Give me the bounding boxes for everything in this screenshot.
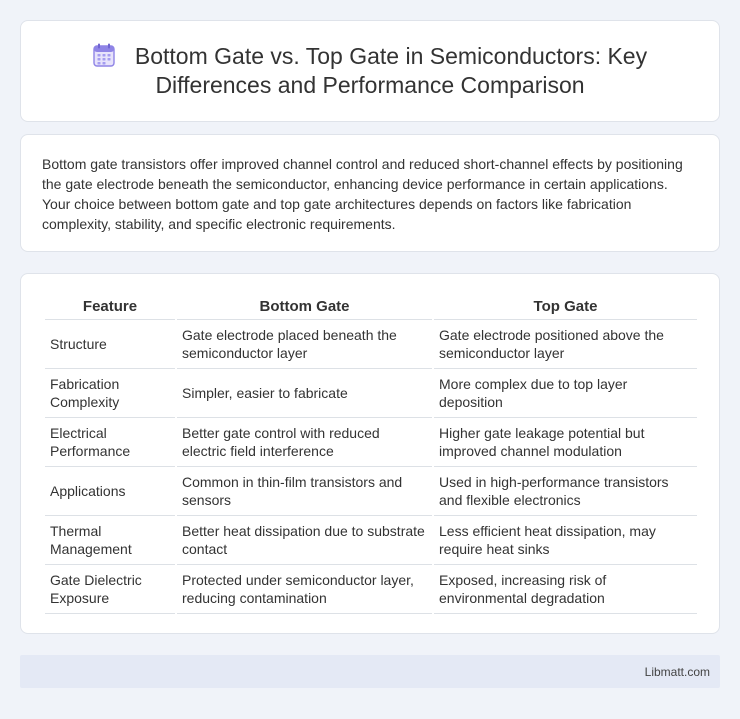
bottom-gate-cell: Common in thin-film transistors and sensors	[177, 467, 432, 516]
bottom-gate-cell: Simpler, easier to fabricate	[177, 369, 432, 418]
bottom-gate-cell: Better gate control with reduced electric field interference	[177, 418, 432, 467]
comparison-table	[43, 296, 699, 614]
footer-brand-link[interactable]: Libmatt.com	[644, 665, 710, 679]
feature-cell: Electrical Performance	[45, 418, 175, 467]
table-row	[45, 516, 697, 565]
title-card	[20, 20, 720, 122]
header-top-gate: Top Gate	[434, 296, 697, 320]
bottom-gate-cell: Better heat dissipation due to substrate contact	[177, 516, 432, 565]
calendar-grid-icon	[93, 43, 115, 67]
table-row	[45, 565, 697, 614]
top-gate-cell: More complex due to top layer deposition	[434, 369, 697, 418]
bottom-gate-cell: Protected under semiconductor layer, reducing contamination	[177, 565, 432, 614]
top-gate-cell: Exposed, increasing risk of environmental degradation	[434, 565, 697, 614]
table-row	[45, 369, 697, 418]
table-row	[45, 320, 697, 369]
header-bottom-gate: Bottom Gate	[177, 296, 432, 320]
feature-cell: Applications	[45, 467, 175, 516]
top-gate-cell: Gate electrode positioned above the semiconductor layer	[434, 320, 697, 369]
intro-card	[20, 134, 720, 252]
bottom-gate-cell: Gate electrode placed beneath the semiconductor layer	[177, 320, 432, 369]
page-title: Bottom Gate vs. Top Gate in Semiconductors: Key Differences and Performance Comparison	[134, 43, 648, 98]
table-row	[45, 418, 697, 467]
feature-cell: Structure	[45, 320, 175, 369]
header-feature: Feature	[45, 296, 175, 320]
feature-cell: Thermal Management	[45, 516, 175, 565]
footer	[20, 655, 720, 688]
top-gate-cell: Used in high-performance transistors and flexible electronics	[434, 467, 697, 516]
feature-cell: Gate Dielectric Exposure	[45, 565, 175, 614]
page-title-wrap	[21, 42, 719, 100]
feature-cell: Fabrication Complexity	[45, 369, 175, 418]
table-row	[45, 467, 697, 516]
intro-paragraph: Bottom gate transistors offer improved channel control and reduced short-channel effects by positioning the gate electrode beneath the semiconductor, enhancing device performance in certain applications. Your choice between bottom gate and top gate architectures depends on factors like fabrication complexity, stability, and specific electronic requirements.	[42, 156, 683, 232]
top-gate-cell: Higher gate leakage potential but improved channel modulation	[434, 418, 697, 467]
top-gate-cell: Less efficient heat dissipation, may require heat sinks	[434, 516, 697, 565]
table-header-row	[45, 296, 697, 320]
comparison-card	[20, 273, 720, 634]
